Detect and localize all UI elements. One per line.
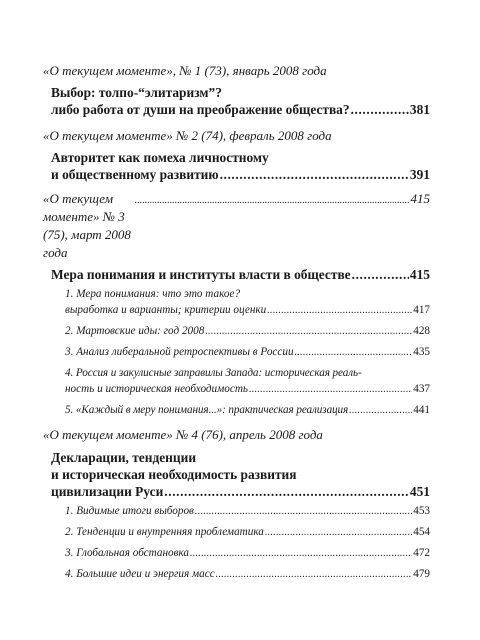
page-number: 417: [413, 304, 430, 316]
leader-dots: [265, 525, 412, 541]
subentry-title-line: 1. Видимые итоги выборов: [65, 505, 194, 517]
issue-header: [43, 62, 430, 80]
toc-subentry[interactable]: [65, 503, 430, 520]
issue-title: «О текущем моменте» № 4 (76), апрель 2008 года: [43, 427, 323, 442]
subentry-title-line: 1. Мера понимания: что это такое?: [65, 288, 241, 300]
page-number: 441: [413, 404, 430, 416]
page-number: 451: [409, 484, 430, 499]
page-number: 454: [413, 526, 430, 538]
entry-title-line: либо работа от души на преображение общества?: [51, 102, 350, 117]
page-number: 479: [413, 568, 430, 580]
leader-dots: [352, 266, 409, 283]
leader-dots: [295, 345, 413, 361]
toc-entry[interactable]: [51, 449, 430, 500]
page-number: 415: [409, 267, 430, 282]
entry-title-line: Мера понимания и институты власти в обществе: [51, 267, 351, 282]
subentry-title-line: 2. Тенденции и внутренняя проблематика: [65, 526, 264, 538]
page-number: 415: [410, 191, 430, 206]
page-number: 437: [413, 383, 430, 395]
subentry-title-line: 4. Россия и закулисные заправилы Запада: историческая реаль-: [65, 367, 362, 379]
leader-dots: [195, 504, 412, 520]
subentry-title-line: 3. Глобальная обстановка: [65, 547, 189, 559]
leader-dots: [349, 403, 412, 419]
subentry-title-line: 2. Мартовские иды: год 2008: [65, 325, 205, 337]
table-of-contents: [43, 62, 430, 583]
toc-subentry[interactable]: [65, 286, 430, 319]
toc-entry[interactable]: [51, 84, 430, 118]
issue-header[interactable]: [43, 190, 430, 262]
leader-dots: [164, 483, 409, 500]
leader-dots: [216, 567, 413, 583]
entry-title-line: Декларации, тенденции: [51, 450, 197, 465]
entry-title-line: Выбор: толпо-“элитаризм”?: [51, 85, 222, 100]
toc-subentry[interactable]: [65, 545, 430, 562]
leader-dots: [351, 101, 409, 118]
toc-entry[interactable]: [51, 266, 430, 283]
leader-dots: [205, 324, 412, 340]
subentry-title-line: выработка и варианты; критерии оценки: [65, 304, 267, 316]
toc-subentry[interactable]: [65, 524, 430, 541]
entry-title-line: цивилизации Руси: [51, 484, 164, 499]
subentry-title-line: 4. Большие идеи и энергия масс: [65, 568, 215, 580]
subentry-title-line: 5. «Каждый в меру понимания...»: практическая реализация: [65, 404, 349, 416]
leader-dots: [135, 192, 410, 210]
toc-subentry[interactable]: [65, 566, 430, 583]
leader-dots: [220, 166, 409, 183]
toc-subentry[interactable]: [65, 323, 430, 340]
issue-title: «О текущем моменте» № 3 (75), март 2008 года: [43, 191, 131, 260]
issue-title: «О текущем моменте», № 1 (73), январь 2008 года: [43, 63, 327, 78]
page-number: 428: [413, 325, 430, 337]
entry-title-line: и общественному развитию: [51, 167, 219, 182]
issue-title: «О текущем моменте» № 2 (74), февраль 2008 года: [43, 128, 332, 143]
subentry-title-line: 3. Анализ либеральной ретроспективы в России: [65, 346, 294, 358]
leader-dots: [190, 546, 412, 562]
page-number: 391: [409, 167, 430, 182]
entry-title-line: и историческая необходимость развития: [51, 467, 297, 482]
page-number: 472: [413, 547, 430, 559]
issue-header: [43, 127, 430, 145]
page-number: 381: [409, 102, 430, 117]
page-number: 435: [413, 346, 430, 358]
leader-dots: [249, 382, 412, 398]
leader-dots: [267, 303, 412, 319]
subentry-title-line: ность и историческая необходимость: [65, 383, 249, 395]
toc-entry[interactable]: [51, 149, 430, 183]
issue-header: [43, 426, 430, 444]
toc-subentry[interactable]: [65, 365, 430, 398]
toc-subentry[interactable]: [65, 344, 430, 361]
toc-subentry[interactable]: [65, 402, 430, 419]
page-number: 453: [413, 505, 430, 517]
entry-title-line: Авторитет как помеха личностному: [51, 150, 269, 165]
